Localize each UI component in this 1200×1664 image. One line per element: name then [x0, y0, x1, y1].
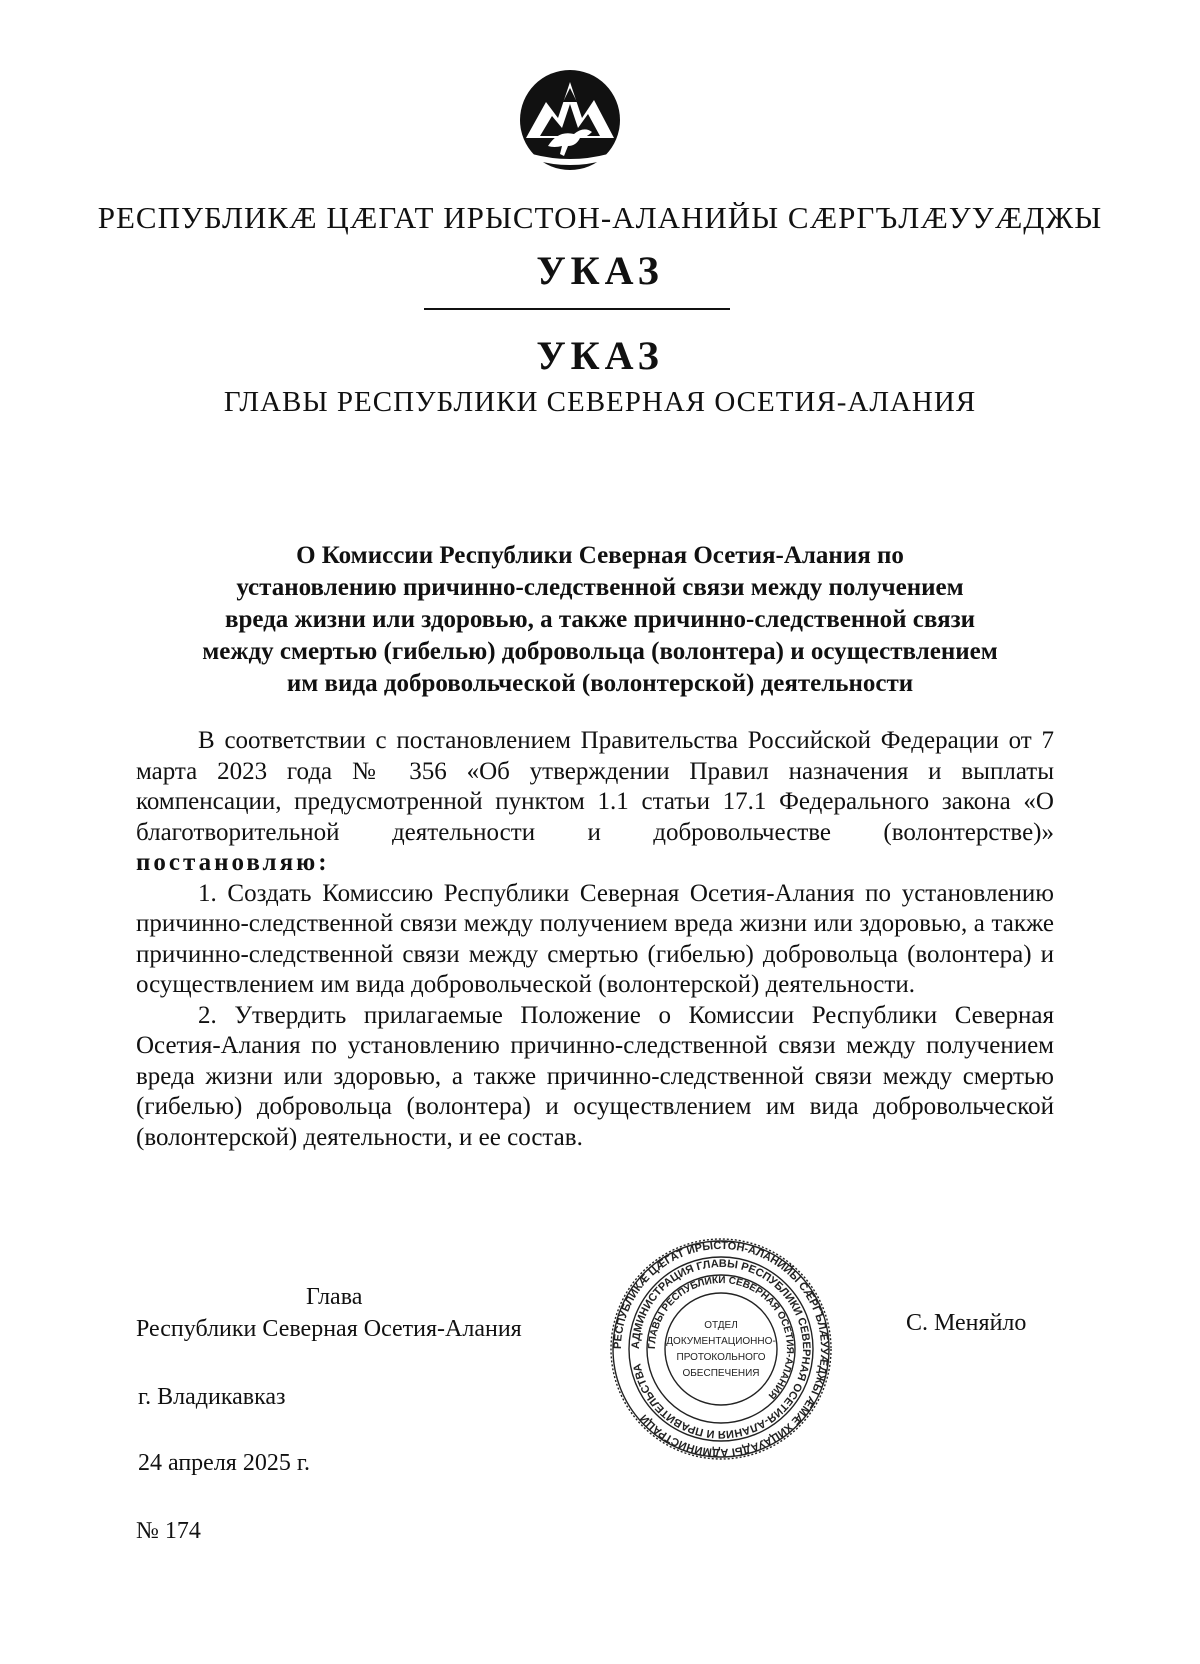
- header-divider: [424, 308, 730, 310]
- signature-role-line1: Глава: [306, 1284, 363, 1310]
- decree-word: постановляю:: [136, 849, 330, 876]
- stamp-inner-text: ГЛАВЫ РЕСПУБЛИКИ СЕВЕРНАЯ ОСЕТИЯ-АЛАНИЯ: [646, 1274, 796, 1401]
- header-ossetian-title: РЕСПУБЛИКÆ ЦÆГАТ ИРЫСТОН-АЛАНИЙЫ СÆРГЪЛÆУУÆДЖЫ: [97, 200, 1103, 235]
- title-line: установлению причинно-следственной связи между получением: [236, 574, 964, 601]
- title-line: им вида добровольческой (волонтерской) деятельности: [286, 670, 914, 697]
- stamp-middle-text: АДМИНИСТРАЦИЯ ГЛАВЫ РЕСПУБЛИКИ СЕВЕРНАЯ ОСЕТИЯ-АЛАНИЯ И ПРАВИТЕЛЬСТВА: [629, 1257, 813, 1441]
- header-russian-title: ГЛАВЫ РЕСПУБЛИКИ СЕВЕРНАЯ ОСЕТИЯ-АЛАНИЯ: [223, 386, 977, 418]
- stamp-center-line: ПРОТОКОЛЬНОГО: [676, 1352, 766, 1363]
- decree-label-russian: УКАЗ: [536, 333, 664, 378]
- stamp-outer-text: РЕСПУБЛИКÆ ЦÆГАТ ИРЫСТОН-АЛАНИЙЫ СÆРГЪЛÆУУÆДЖЫ ÆМÆ ХИЦАУАДЫ АДМИНИСТРАЦИ: [611, 1239, 831, 1459]
- stamp-center-line: ОТДЕЛ: [704, 1320, 738, 1331]
- decree-body: [136, 726, 1054, 1153]
- preamble-text: В соответствии с постановлением Правительства Российской Федерации от 7 марта 2023 года № 356 «Об утверждении Правил назначения и выплаты компенсации, предусмотренной пунктом 1.1 статьи 17.1 Федерального закона «О благотворительной деятельности и добровольчестве (волонтерстве)»: [136, 727, 1054, 846]
- decree-number: № 174: [136, 1518, 201, 1544]
- item-2-paragraph: 2. Утвердить прилагаемые Положение о Комиссии Республики Северная Осетия-Алания по установлению причинно-следственной связи между получением вреда жизни или здоровью, а также причинно-следственной связи между смертью (гибелью) добровольца (волонтера) и осуществлением им вида добровольческой (волонтерской) деятельности, и ее состав.: [136, 1001, 1054, 1151]
- title-line: между смертью (гибелью) добровольца (волонтера) и осуществлением: [202, 638, 998, 665]
- title-line: О Комиссии Республики Северная Осетия-Алания по: [296, 542, 904, 569]
- coat-of-arms-emblem-icon: [518, 68, 622, 172]
- decree-label-ossetian: УКАЗ: [536, 248, 664, 293]
- signing-city: г. Владикавказ: [138, 1384, 286, 1410]
- title-line: вреда жизни или здоровью, а также причинно-следственной связи: [224, 606, 976, 633]
- stamp-center-line: ДОКУМЕНТАЦИОННО-: [666, 1336, 776, 1347]
- signing-date: 24 апреля 2025 г.: [138, 1450, 310, 1476]
- preamble-paragraph: [136, 726, 1054, 879]
- item-1-paragraph: 1. Создать Комиссию Республики Северная Осетия-Алания по установлению причинно-следственной связи между получением вреда жизни или здоровью, а также причинно-следственной связи между смертью (гибелью) добровольца (волонтера) и осуществлением им вида добровольческой (волонтерской) деятельности.: [136, 879, 1054, 998]
- stamp-center-line: ОБЕСПЕЧЕНИЯ: [682, 1368, 760, 1379]
- decree-title: [0, 540, 1200, 700]
- signature-role-line2: Республики Северная Осетия-Алания: [136, 1316, 522, 1342]
- signatory-name: С. Меняйло: [906, 1310, 1027, 1336]
- official-seal-stamp-icon: [608, 1236, 834, 1462]
